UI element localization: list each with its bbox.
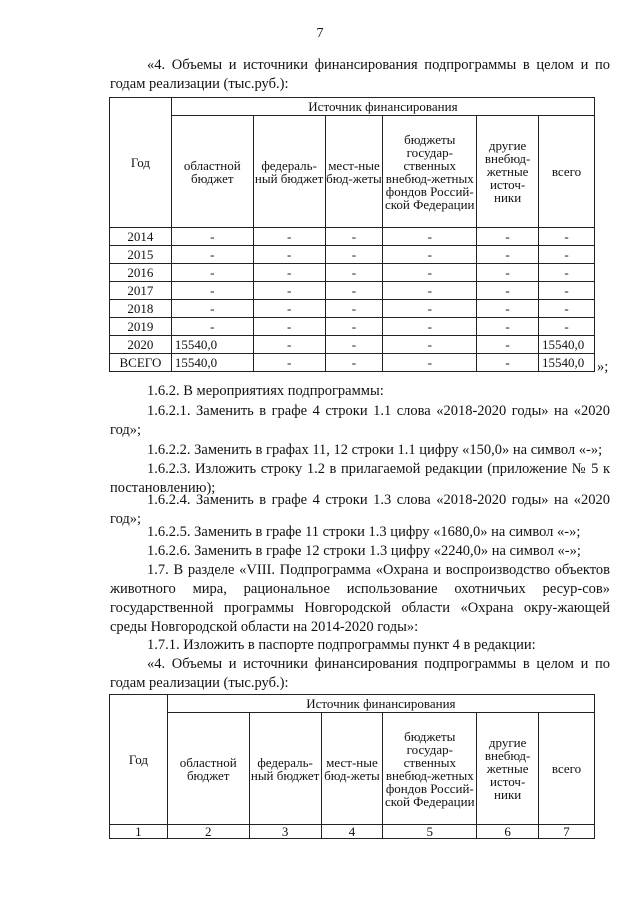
paragraph-1-6-2-1: 1.6.2.1. Заменить в графе 4 строки 1.1 слова «2018-2020 годы» на «2020 год»;	[110, 403, 610, 438]
table-row	[110, 246, 595, 264]
value-cell: -	[325, 228, 383, 246]
col-number: 1	[110, 825, 168, 839]
col-federal: федераль-ный бюджет	[253, 116, 325, 228]
paragraph-1-6-2-5: 1.6.2.5. Заменить в графе 11 строки 1.3 цифру «1680,0» на символ «-»;	[147, 524, 581, 540]
value-cell: -	[539, 282, 595, 300]
paragraph-1-6-2-2: 1.6.2.2. Заменить в графах 11, 12 строки 1.1 цифру «150,0» на символ «-»;	[147, 442, 603, 458]
value-cell: -	[383, 228, 477, 246]
col-regional: областной бюджет	[167, 713, 249, 825]
col-number: 3	[249, 825, 321, 839]
value-cell: -	[539, 228, 595, 246]
value-cell: -	[253, 318, 325, 336]
value-cell: -	[325, 264, 383, 282]
value-cell: -	[477, 336, 539, 354]
value-cell: -	[171, 264, 253, 282]
table-row	[110, 300, 595, 318]
paragraph-1-6-2-6: 1.6.2.6. Заменить в графе 12 строки 1.3 цифру «2240,0» на символ «-»;	[147, 543, 581, 559]
col-other: другие внебюд-жетные источ-ники	[477, 116, 539, 228]
value-cell: -	[325, 354, 383, 372]
table-closing-quote: »;	[597, 359, 609, 375]
table-row	[110, 282, 595, 300]
value-cell: -	[325, 300, 383, 318]
value-cell: 15540,0	[539, 336, 595, 354]
table-row	[110, 354, 595, 372]
year-cell: 2014	[110, 228, 172, 246]
value-cell: -	[477, 282, 539, 300]
value-cell: -	[477, 246, 539, 264]
paragraph-1-6-2-3: 1.6.2.3. Изложить строку 1.2 в прилагаемой редакции (приложение № 5 к постановлению);	[110, 461, 610, 496]
year-header: Год	[110, 695, 168, 825]
value-cell: -	[171, 300, 253, 318]
value-cell: -	[477, 228, 539, 246]
value-cell: -	[253, 300, 325, 318]
value-cell: 15540,0	[539, 354, 595, 372]
value-cell: -	[253, 246, 325, 264]
value-cell: -	[383, 282, 477, 300]
col-total: всего	[539, 116, 595, 228]
col-regional: областной бюджет	[171, 116, 253, 228]
value-cell: -	[383, 264, 477, 282]
col-local: мест-ные бюд-жеты	[325, 116, 383, 228]
table-row	[110, 228, 595, 246]
year-cell: 2020	[110, 336, 172, 354]
col-federal: федераль-ный бюджет	[249, 713, 321, 825]
value-cell: 15540,0	[171, 354, 253, 372]
year-header: Год	[110, 98, 172, 228]
value-cell: -	[539, 246, 595, 264]
value-cell: 15540,0	[171, 336, 253, 354]
value-cell: -	[539, 300, 595, 318]
source-header: Источник финансирования	[167, 695, 594, 713]
value-cell: -	[539, 318, 595, 336]
value-cell: -	[383, 300, 477, 318]
col-number: 6	[477, 825, 539, 839]
year-cell: 2019	[110, 318, 172, 336]
value-cell: -	[325, 318, 383, 336]
source-header: Источник финансирования	[171, 98, 594, 116]
value-cell: -	[325, 336, 383, 354]
value-cell: -	[253, 228, 325, 246]
table-row	[110, 318, 595, 336]
value-cell: -	[477, 300, 539, 318]
value-cell: -	[383, 246, 477, 264]
value-cell: -	[477, 318, 539, 336]
col-number: 2	[167, 825, 249, 839]
col-number: 4	[321, 825, 383, 839]
page-number: 7	[316, 26, 324, 41]
year-cell: 2016	[110, 264, 172, 282]
column-number-row	[110, 825, 595, 839]
paragraph-1-6-2: 1.6.2. В мероприятиях подпрограммы:	[147, 383, 384, 399]
value-cell: -	[171, 228, 253, 246]
col-other: другие внебюд-жетные источ-ники	[477, 713, 539, 825]
intro-paragraph-2: «4. Объемы и источники финансирования подпрограммы в целом и по годам реализации (тыс.руб.):	[110, 656, 610, 691]
paragraph-1-7-1: 1.7.1. Изложить в паспорте подпрограммы пункт 4 в редакции:	[147, 637, 536, 653]
table-row	[110, 264, 595, 282]
col-number: 5	[383, 825, 477, 839]
col-state-funds: бюджеты государ-ственных внебюд-жетных фондов Россий-ской Федерации	[383, 713, 477, 825]
value-cell: -	[253, 264, 325, 282]
table-row	[110, 336, 595, 354]
value-cell: -	[477, 264, 539, 282]
intro-paragraph-1: «4. Объемы и источники финансирования подпрограммы в целом и по годам реализации (тыс.руб.):	[110, 57, 610, 92]
col-total: всего	[539, 713, 595, 825]
year-cell: 2017	[110, 282, 172, 300]
funding-table-2	[109, 694, 595, 839]
funding-table-1	[109, 97, 595, 372]
value-cell: -	[253, 282, 325, 300]
value-cell: -	[539, 264, 595, 282]
paragraph-1-6-2-4: 1.6.2.4. Заменить в графе 4 строки 1.3 слова «2018-2020 годы» на «2020 год»;	[110, 492, 610, 527]
col-number: 7	[539, 825, 595, 839]
year-cell: 2018	[110, 300, 172, 318]
paragraph-1-7: 1.7. В разделе «VIII. Подпрограмма «Охрана и воспроизводство объектов животного мира, рациональное использование охотничьих ресур-сов» государственной программы Новгородской области «Охрана окру-жающей среды Новгородской области на 2014-2020 годы»:	[110, 562, 610, 635]
value-cell: -	[171, 318, 253, 336]
value-cell: -	[253, 354, 325, 372]
year-cell: 2015	[110, 246, 172, 264]
year-cell: ВСЕГО	[110, 354, 172, 372]
value-cell: -	[383, 336, 477, 354]
col-local: мест-ные бюд-жеты	[321, 713, 383, 825]
value-cell: -	[171, 246, 253, 264]
value-cell: -	[325, 246, 383, 264]
value-cell: -	[383, 318, 477, 336]
value-cell: -	[383, 354, 477, 372]
value-cell: -	[477, 354, 539, 372]
value-cell: -	[325, 282, 383, 300]
value-cell: -	[253, 336, 325, 354]
col-state-funds: бюджеты государ-ственных внебюд-жетных фондов Россий-ской Федерации	[383, 116, 477, 228]
value-cell: -	[171, 282, 253, 300]
